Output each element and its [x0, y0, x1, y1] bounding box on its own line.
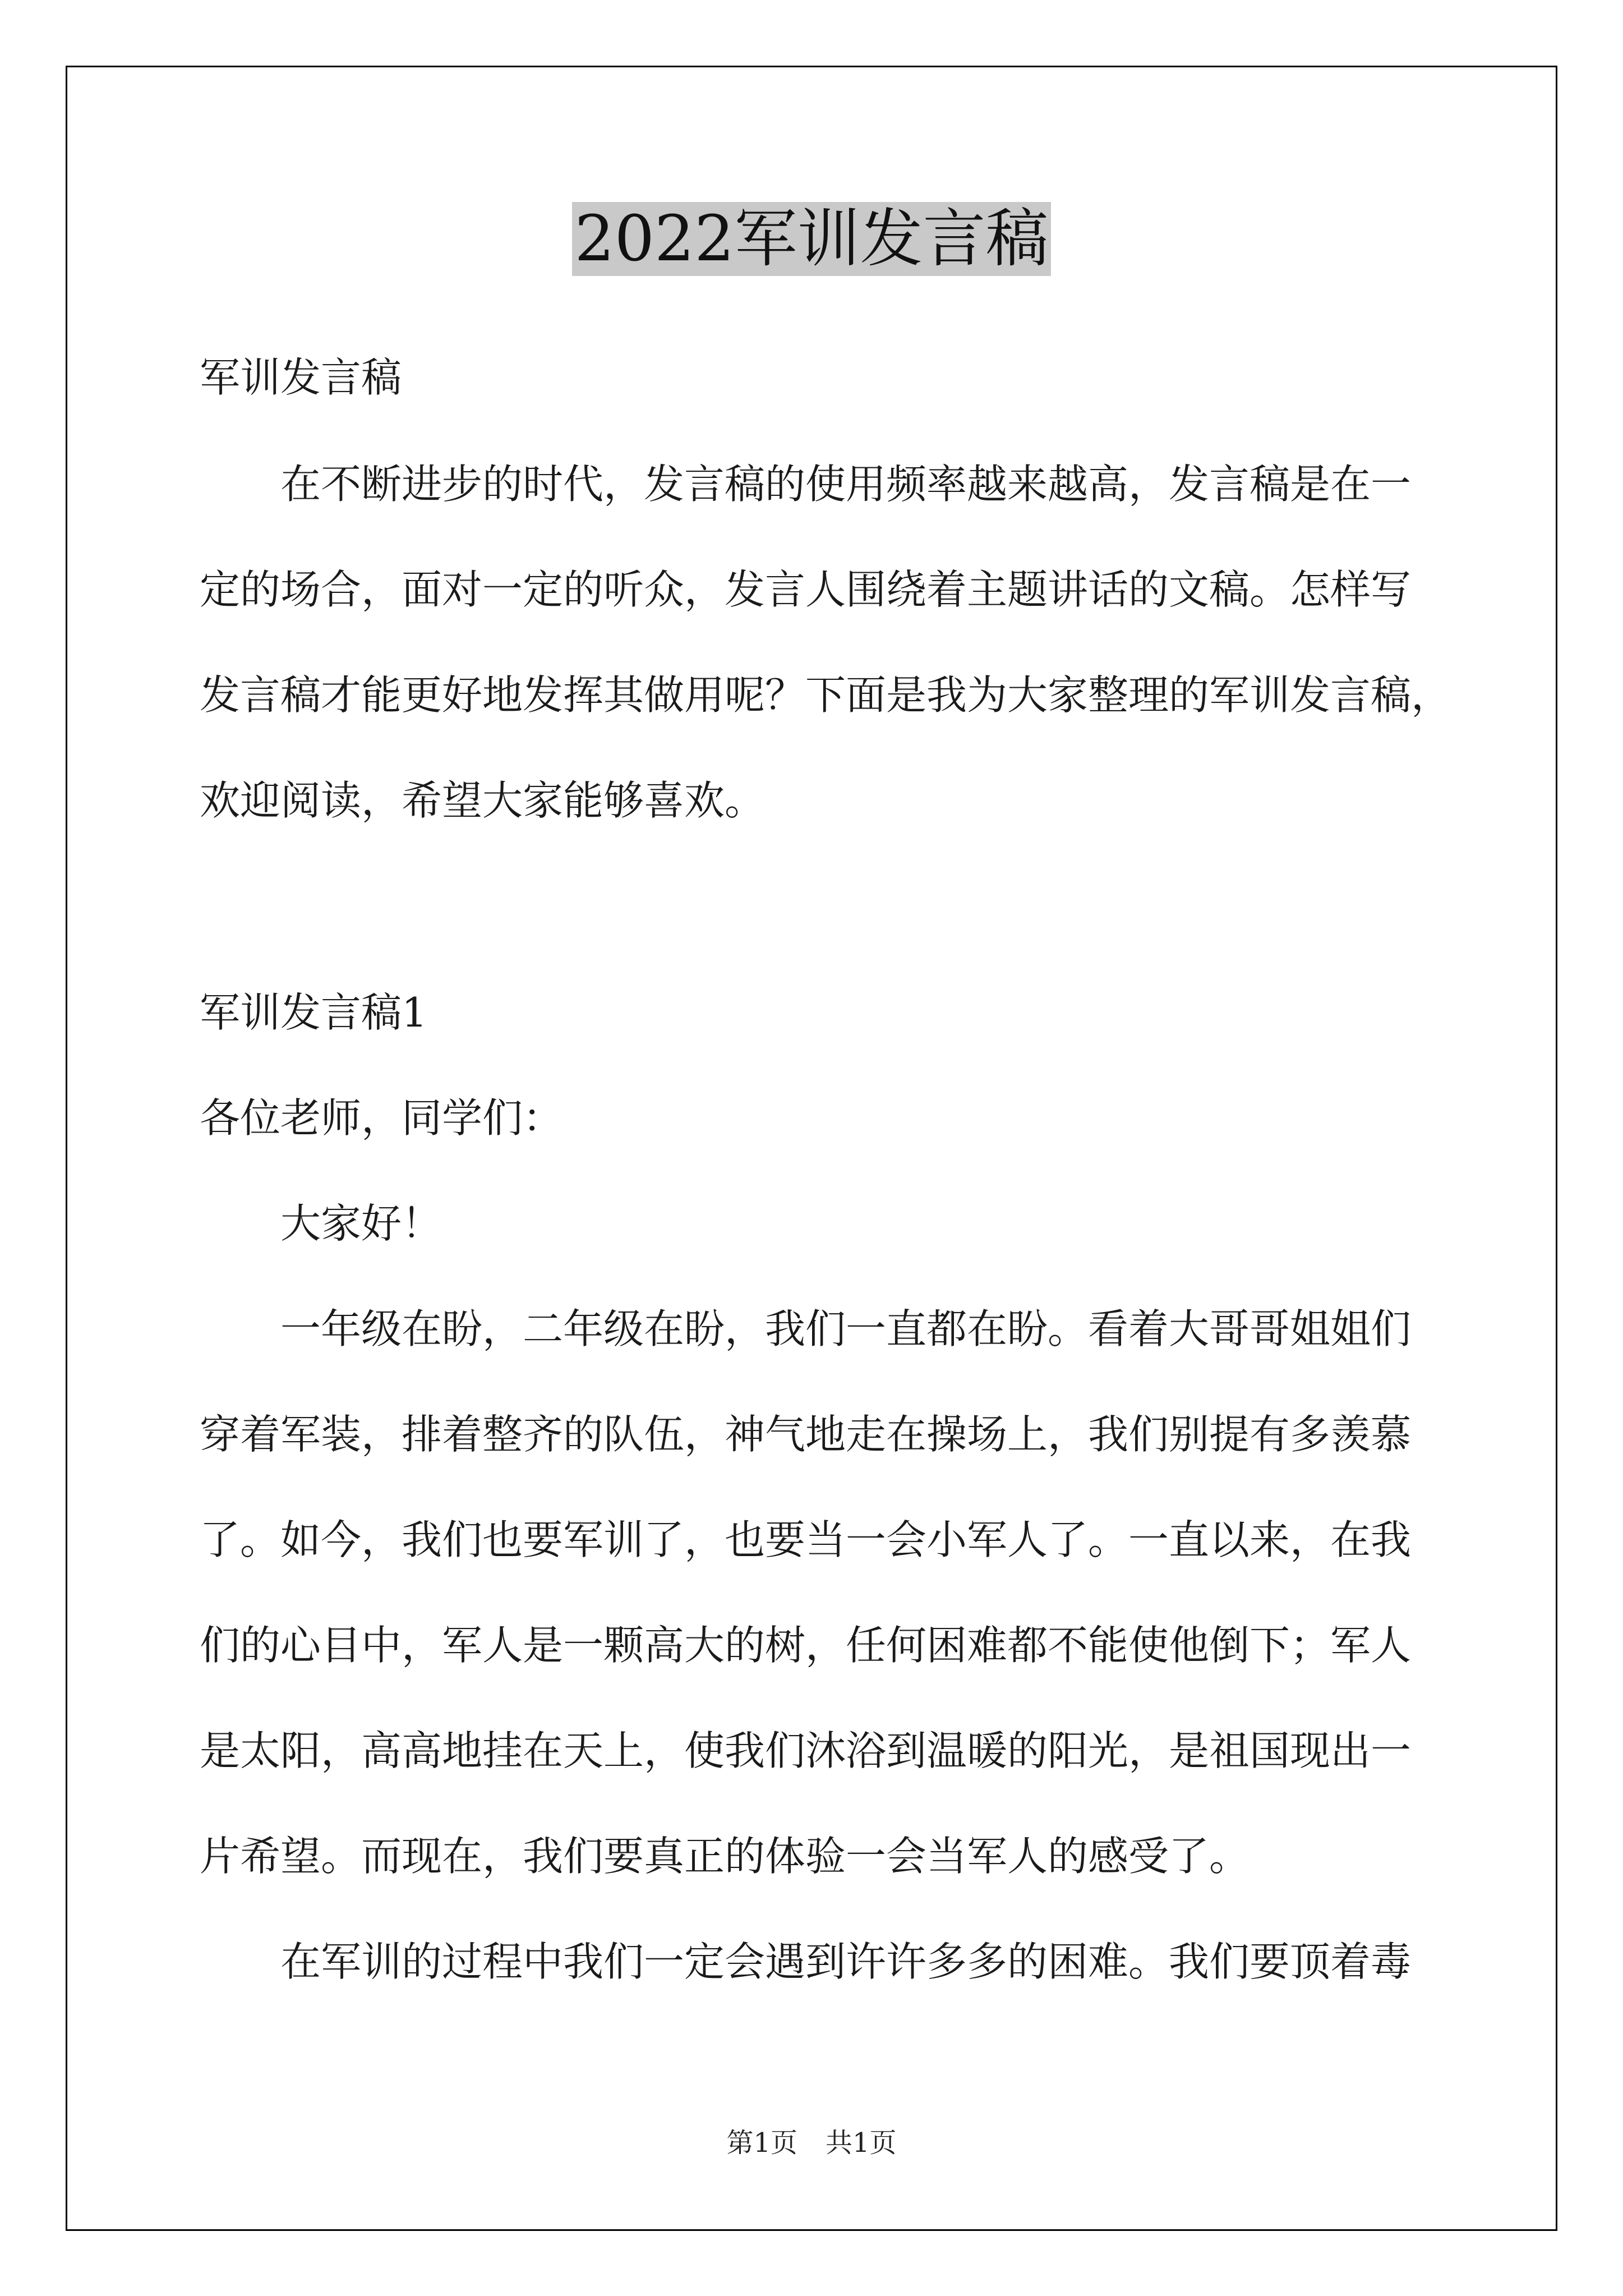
paragraph-line: 片希望。而现在，我们要真正的体验一会当军人的感受了。	[200, 1833, 1250, 1880]
intro-line: 在不断进步的时代，发言稿的使用频率越来越高，发言稿是在一	[280, 461, 1412, 508]
page-number-total: 共1页	[826, 2127, 897, 2159]
page-footer	[0, 2126, 1623, 2160]
title-container	[0, 202, 1623, 276]
document-title: 2022军训发言稿	[572, 202, 1050, 276]
document-subtitle: 军训发言稿	[200, 354, 402, 401]
intro-line: 欢迎阅读，希望大家能够喜欢。	[200, 777, 766, 824]
intro-line: 发言稿才能更好地发挥其做用呢？下面是我为大家整理的军训发言稿，	[200, 671, 1452, 719]
paragraph-line: 们的心目中，军人是一颗高大的树，任何困难都不能使他倒下；军人	[200, 1622, 1412, 1669]
greeting: 大家好！	[280, 1200, 442, 1247]
salutation: 各位老师，同学们：	[200, 1094, 564, 1142]
intro-line: 定的场合，面对一定的听众，发言人围绕着主题讲话的文稿。怎样写	[200, 566, 1412, 613]
paragraph-line: 在军训的过程中我们一定会遇到许许多多的困难。我们要顶着毒	[280, 1938, 1412, 1985]
paragraph-line: 一年级在盼，二年级在盼，我们一直都在盼。看着大哥哥姐姐们	[280, 1305, 1412, 1352]
page-number-current: 第1页	[726, 2127, 797, 2159]
paragraph-line: 穿着军装，排着整齐的队伍，神气地走在操场上，我们别提有多羡慕	[200, 1411, 1412, 1458]
paragraph-line: 是太阳，高高地挂在天上，使我们沐浴到温暖的阳光，是祖国现出一	[200, 1727, 1412, 1774]
section-heading: 军训发言稿1	[200, 989, 427, 1036]
paragraph-line: 了。如今，我们也要军训了，也要当一会小军人了。一直以来，在我	[200, 1516, 1412, 1563]
